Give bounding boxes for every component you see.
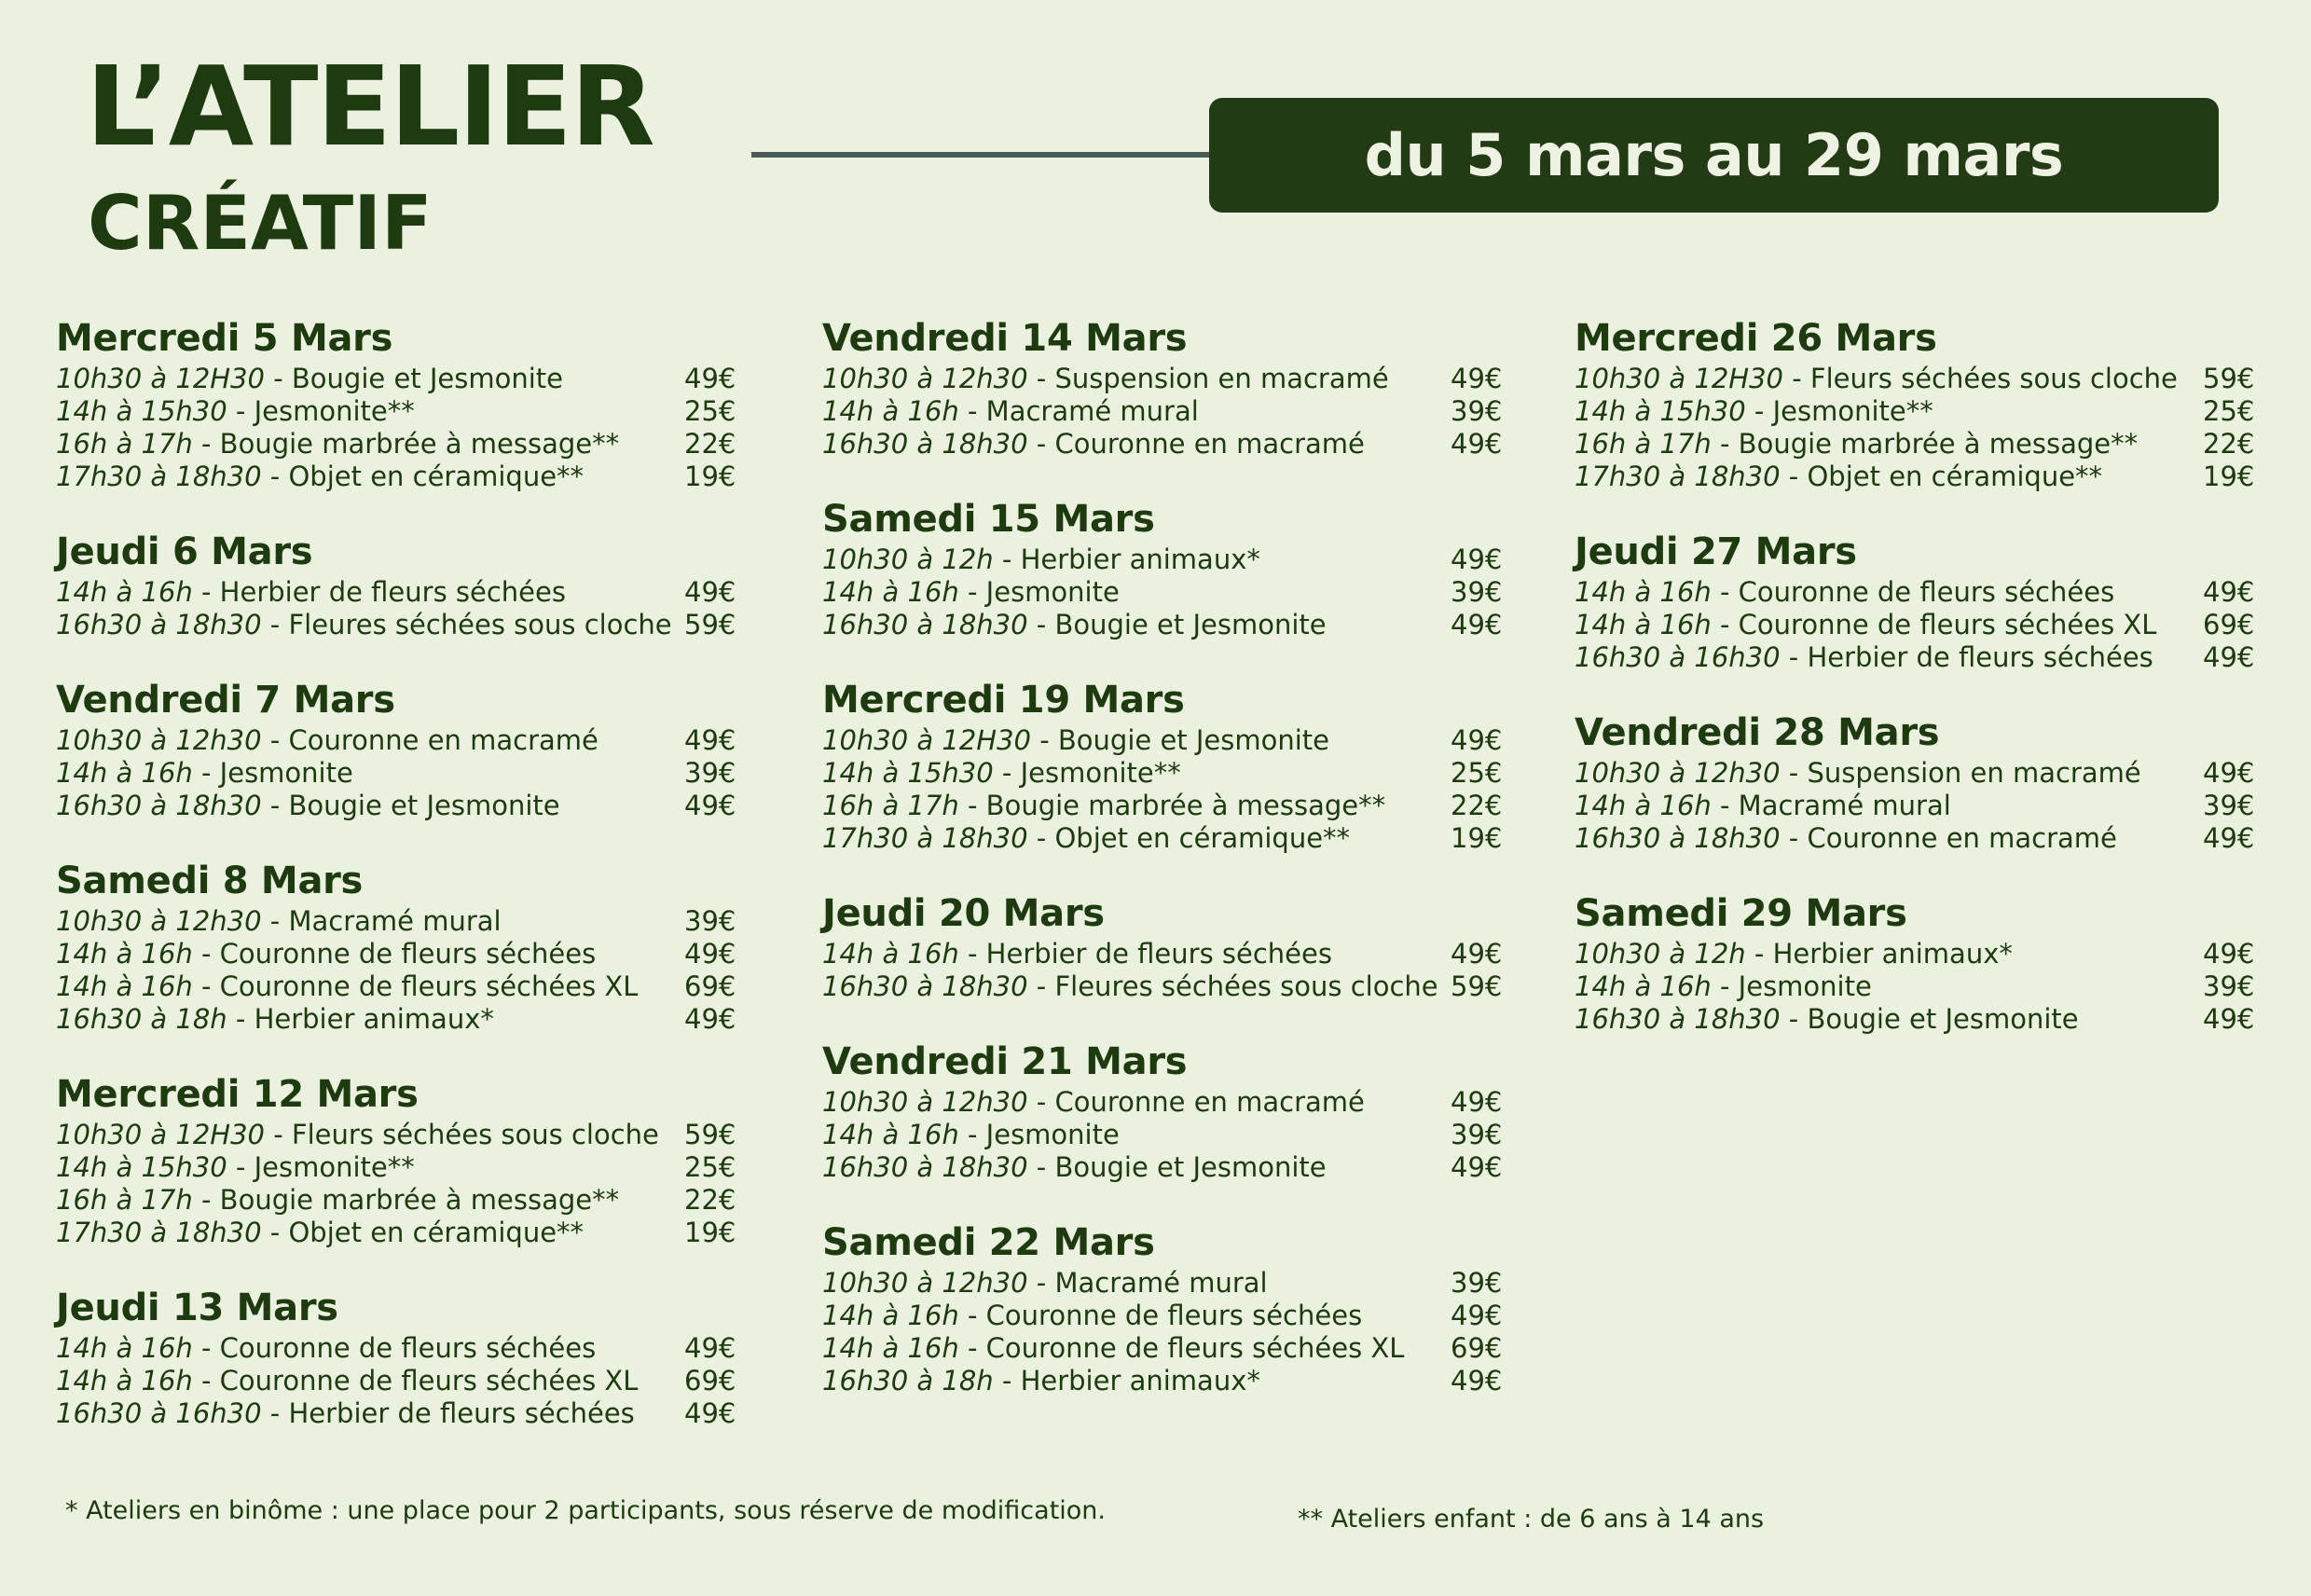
workshop-time: 10h30 à 12h30 [822, 363, 1028, 394]
day-title: Samedi 8 Mars [56, 860, 364, 902]
workshop-row [56, 1151, 746, 1184]
workshop-price: 39€ [684, 905, 736, 937]
workshop-activity: - Herbier animaux* [993, 1365, 1260, 1396]
workshop-time: 17h30 à 18h30 [56, 461, 262, 492]
workshop-row [1575, 641, 2264, 674]
workshop-activity: - Jesmonite** [227, 395, 415, 427]
workshop-time: 14h à 16h [56, 970, 193, 1002]
workshop-price: 19€ [684, 1217, 736, 1248]
workshop-time: 10h30 à 12h30 [56, 905, 262, 937]
workshop-price: 49€ [1451, 938, 1503, 970]
workshop-price: 69€ [684, 1365, 736, 1396]
day-block [56, 314, 746, 493]
workshop-price: 49€ [684, 938, 736, 970]
workshop-price: 19€ [2203, 461, 2255, 492]
workshop-time: 17h30 à 18h30 [1575, 461, 1781, 492]
title-divider-line [751, 152, 1216, 158]
workshop-activity: - Herbier de fleurs séchées [192, 576, 566, 608]
workshop-activity: - Herbier de fleurs séchées [261, 1397, 635, 1429]
workshop-row [56, 1332, 746, 1365]
workshop-price: 49€ [684, 1332, 736, 1364]
workshop-time: 14h à 15h30 [822, 757, 994, 789]
workshop-price: 39€ [1451, 1119, 1503, 1150]
workshop-row [56, 609, 746, 641]
workshop-activity: - Couronne en macramé [1780, 822, 2117, 854]
day-block [56, 857, 746, 1036]
workshop-row [822, 757, 1512, 790]
workshop-time: 16h30 à 18h30 [822, 428, 1028, 460]
workshop-price: 59€ [2203, 363, 2255, 394]
workshop-activity: - Jesmonite [958, 1119, 1120, 1150]
workshop-price: 69€ [2203, 609, 2255, 640]
workshop-time: 10h30 à 12h [822, 543, 994, 575]
workshop-row [56, 757, 746, 790]
workshop-activity: - Couronne de fleurs séchées [958, 1300, 1363, 1331]
workshop-price: 49€ [2203, 757, 2255, 789]
workshop-time: 16h à 17h [56, 1184, 193, 1216]
workshop-price: 49€ [2203, 1003, 2255, 1035]
workshop-activity: - Couronne de fleurs séchées XL [1711, 609, 2157, 640]
workshop-time: 16h30 à 18h [822, 1365, 994, 1396]
workshop-time: 14h à 16h [822, 576, 959, 608]
workshop-price: 25€ [684, 1151, 736, 1183]
day-block [56, 528, 746, 641]
day-title: Vendredi 28 Mars [1575, 711, 1940, 754]
workshop-price: 39€ [684, 757, 736, 789]
workshop-row [822, 1300, 1512, 1332]
workshop-price: 39€ [1451, 395, 1503, 427]
workshop-activity: - Couronne de fleurs séchées XL [192, 1365, 639, 1396]
day-title: Mercredi 19 Mars [822, 679, 1185, 722]
workshop-price: 49€ [684, 1397, 736, 1429]
workshop-time: 14h à 16h [1575, 970, 1712, 1002]
workshop-row [822, 1151, 1512, 1184]
workshop-activity: - Macramé mural [1027, 1267, 1268, 1299]
workshop-activity: - Bougie marbrée à message** [958, 790, 1386, 821]
workshop-row [822, 609, 1512, 641]
workshop-time: 14h à 16h [822, 1119, 959, 1150]
workshop-time: 17h30 à 18h30 [822, 822, 1028, 854]
workshop-row [1575, 576, 2264, 609]
workshop-activity: - Couronne de fleurs séchées [192, 938, 597, 970]
day-title: Samedi 29 Mars [1575, 892, 1907, 935]
day-block [1575, 528, 2264, 674]
day-title: Jeudi 13 Mars [56, 1286, 338, 1329]
workshop-activity: - Bougie et Jesmonite [1027, 609, 1327, 640]
workshop-time: 16h30 à 18h [56, 1003, 227, 1035]
workshop-activity: - Jesmonite** [993, 757, 1181, 789]
workshop-row [56, 1184, 746, 1217]
workshop-price: 49€ [684, 576, 736, 608]
workshop-price: 39€ [2203, 970, 2255, 1002]
workshop-activity: - Suspension en macramé [1780, 757, 2141, 789]
workshop-row [56, 970, 746, 1003]
date-range-banner [1209, 98, 2219, 213]
workshop-row [56, 1217, 746, 1249]
workshop-row [1575, 395, 2264, 428]
workshop-time: 10h30 à 12h30 [56, 724, 262, 756]
day-title: Jeudi 6 Mars [56, 530, 313, 573]
workshop-price: 39€ [1451, 576, 1503, 608]
workshop-time: 16h30 à 18h30 [56, 609, 262, 640]
workshop-row [1575, 970, 2264, 1003]
workshop-time: 10h30 à 12h30 [1575, 757, 1781, 789]
workshop-row [56, 1397, 746, 1430]
workshop-price: 22€ [1451, 790, 1503, 821]
workshop-row [822, 1365, 1512, 1397]
day-title: Jeudi 20 Mars [822, 892, 1105, 935]
workshop-time: 10h30 à 12h30 [822, 1267, 1028, 1299]
day-title: Vendredi 7 Mars [56, 679, 395, 722]
workshop-time: 16h30 à 18h30 [822, 1151, 1028, 1183]
workshop-price: 59€ [684, 1119, 736, 1150]
workshop-activity: - Macramé mural [261, 905, 502, 937]
workshop-price: 49€ [1451, 724, 1503, 756]
workshop-price: 49€ [1451, 428, 1503, 460]
workshop-activity: - Couronne de fleurs séchées XL [958, 1332, 1405, 1364]
workshop-activity: - Jesmonite [1711, 970, 1872, 1002]
workshop-price: 25€ [1451, 757, 1503, 789]
workshop-activity: - Jesmonite** [227, 1151, 415, 1183]
workshop-activity: - Herbier de fleurs séchées [958, 938, 1332, 970]
day-title: Mercredi 5 Mars [56, 317, 393, 360]
workshop-row [56, 395, 746, 428]
workshop-row [822, 790, 1512, 822]
day-title: Vendredi 21 Mars [822, 1040, 1188, 1083]
day-block [822, 1218, 1512, 1397]
workshop-activity: - Bougie marbrée à message** [1711, 428, 2139, 460]
workshop-row [56, 1003, 746, 1036]
workshop-time: 14h à 16h [1575, 576, 1712, 608]
workshop-row [822, 428, 1512, 461]
workshop-row [1575, 1003, 2264, 1036]
workshop-row [56, 938, 746, 970]
workshop-activity: - Couronne en macramé [1027, 1086, 1365, 1118]
workshop-time: 14h à 16h [56, 938, 193, 970]
workshop-time: 16h30 à 16h30 [1575, 641, 1781, 673]
workshop-activity: - Objet en céramique** [1780, 461, 2103, 492]
workshop-price: 49€ [1451, 1365, 1503, 1396]
workshop-price: 22€ [684, 1184, 736, 1216]
workshop-row [822, 576, 1512, 609]
workshop-time: 16h à 17h [822, 790, 959, 821]
day-block [56, 1284, 746, 1430]
workshop-price: 49€ [2203, 576, 2255, 608]
workshop-time: 14h à 15h30 [1575, 395, 1746, 427]
workshop-activity: - Herbier de fleurs séchées [1780, 641, 2153, 673]
day-block [822, 889, 1512, 1003]
day-block [1575, 709, 2264, 855]
workshop-price: 49€ [684, 790, 736, 821]
day-title: Mercredi 12 Mars [56, 1073, 419, 1116]
workshop-time: 16h à 17h [1575, 428, 1712, 460]
workshop-row [822, 363, 1512, 395]
workshop-price: 49€ [1451, 609, 1503, 640]
workshop-activity: - Bougie et Jesmonite [1027, 1151, 1327, 1183]
workshop-time: 10h30 à 12h [1575, 938, 1746, 970]
workshop-time: 14h à 16h [56, 1365, 193, 1396]
workshop-time: 14h à 16h [1575, 609, 1712, 640]
workshop-activity: - Bougie et Jesmonite [261, 790, 560, 821]
workshop-row [822, 822, 1512, 855]
footnote-enfant: ** Ateliers enfant : de 6 ans à 14 ans [1298, 1505, 1765, 1534]
workshop-time: 16h à 17h [56, 428, 193, 460]
workshop-row [1575, 822, 2264, 855]
workshop-time: 14h à 16h [822, 395, 959, 427]
workshop-activity: - Fleures séchées sous cloche [1027, 970, 1438, 1002]
workshop-row [1575, 790, 2264, 822]
workshop-price: 39€ [1451, 1267, 1503, 1299]
workshop-activity: - Bougie et Jesmonite [1031, 724, 1330, 756]
workshop-price: 25€ [684, 395, 736, 427]
workshop-activity: - Objet en céramique** [1027, 822, 1351, 854]
workshop-price: 59€ [1451, 970, 1503, 1002]
workshop-row [56, 461, 746, 493]
workshop-price: 49€ [684, 363, 736, 394]
workshop-time: 16h30 à 18h30 [1575, 1003, 1781, 1035]
workshop-price: 69€ [1451, 1332, 1503, 1364]
workshop-row [56, 363, 746, 395]
schedule-column-2 [822, 314, 1512, 1432]
workshop-time: 14h à 15h30 [56, 395, 227, 427]
workshop-activity: - Bougie marbrée à message** [192, 1184, 620, 1216]
page-subtitle: CRÉATIF [88, 180, 433, 267]
schedule-column-3 [1575, 314, 2264, 1070]
workshop-row [822, 1086, 1512, 1119]
workshop-activity: - Macramé mural [1711, 790, 1951, 821]
workshop-row [822, 1267, 1512, 1300]
workshop-activity: - Jesmonite [192, 757, 353, 789]
workshop-price: 49€ [1451, 1300, 1503, 1331]
day-block [822, 495, 1512, 641]
workshop-time: 14h à 16h [822, 938, 959, 970]
workshop-row [56, 576, 746, 609]
workshop-price: 22€ [2203, 428, 2255, 460]
workshop-time: 16h30 à 18h30 [822, 609, 1028, 640]
workshop-time: 10h30 à 12H30 [1575, 363, 1783, 394]
workshop-price: 49€ [2203, 822, 2255, 854]
workshop-price: 49€ [1451, 543, 1503, 575]
workshop-time: 10h30 à 12H30 [56, 1119, 265, 1150]
workshop-row [1575, 938, 2264, 970]
workshop-row [56, 1119, 746, 1151]
workshop-row [822, 543, 1512, 576]
workshop-activity: - Fleurs séchées sous cloche [1783, 363, 2178, 394]
workshop-row [822, 395, 1512, 428]
workshop-row [56, 428, 746, 461]
workshop-activity: - Objet en céramique** [261, 461, 585, 492]
workshop-time: 14h à 15h30 [56, 1151, 227, 1183]
day-block [1575, 314, 2264, 493]
day-block [56, 1070, 746, 1249]
workshop-row [1575, 609, 2264, 641]
workshop-time: 16h30 à 18h30 [1575, 822, 1781, 854]
workshop-activity: - Herbier animaux* [227, 1003, 494, 1035]
page-title: L’ATELIER [86, 42, 653, 171]
footnote-binome: * Ateliers en binôme : une place pour 2 participants, sous réserve de modification. [65, 1496, 1106, 1525]
workshop-time: 10h30 à 12H30 [56, 363, 265, 394]
workshop-price: 19€ [684, 461, 736, 492]
workshop-activity: - Couronne de fleurs séchées XL [192, 970, 639, 1002]
workshop-row [822, 1119, 1512, 1151]
day-block [56, 676, 746, 822]
workshop-activity: - Herbier animaux* [1745, 938, 2013, 970]
workshop-activity: - Bougie marbrée à message** [192, 428, 620, 460]
workshop-price: 49€ [1451, 1151, 1503, 1183]
date-range-text: du 5 mars au 29 mars [1364, 121, 2064, 189]
workshop-activity: - Fleures séchées sous cloche [261, 609, 672, 640]
workshop-time: 10h30 à 12h30 [822, 1086, 1028, 1118]
workshop-activity: - Bougie et Jesmonite [265, 363, 564, 394]
workshop-time: 14h à 16h [822, 1332, 959, 1364]
workshop-activity: - Macramé mural [958, 395, 1199, 427]
day-title: Mercredi 26 Mars [1575, 317, 1937, 360]
day-title: Samedi 15 Mars [822, 498, 1155, 541]
workshop-row [1575, 757, 2264, 790]
workshop-row [822, 724, 1512, 757]
workshop-time: 16h30 à 18h30 [56, 790, 262, 821]
workshop-price: 69€ [684, 970, 736, 1002]
workshop-activity: - Jesmonite** [1745, 395, 1933, 427]
workshop-activity: - Jesmonite [958, 576, 1120, 608]
workshop-activity: - Fleurs séchées sous cloche [265, 1119, 659, 1150]
day-title: Vendredi 14 Mars [822, 317, 1188, 360]
workshop-activity: - Couronne de fleurs séchées [1711, 576, 2115, 608]
workshop-price: 59€ [684, 609, 736, 640]
workshop-row [822, 970, 1512, 1003]
workshop-activity: - Bougie et Jesmonite [1780, 1003, 2079, 1035]
workshop-activity: - Couronne en macramé [261, 724, 598, 756]
day-title: Samedi 22 Mars [822, 1221, 1155, 1264]
workshop-activity: - Couronne de fleurs séchées [192, 1332, 597, 1364]
workshop-price: 49€ [1451, 1086, 1503, 1118]
workshop-time: 14h à 16h [56, 757, 193, 789]
workshop-price: 49€ [2203, 938, 2255, 970]
workshop-time: 17h30 à 18h30 [56, 1217, 262, 1248]
workshop-time: 14h à 16h [1575, 790, 1712, 821]
workshop-row [56, 905, 746, 938]
day-title: Jeudi 27 Mars [1575, 530, 1857, 573]
workshop-row [1575, 461, 2264, 493]
workshop-price: 49€ [1451, 363, 1503, 394]
workshop-row [56, 790, 746, 822]
day-block [822, 1038, 1512, 1184]
workshop-price: 22€ [684, 428, 736, 460]
workshop-time: 10h30 à 12H30 [822, 724, 1031, 756]
workshop-time: 14h à 16h [822, 1300, 959, 1331]
workshop-price: 49€ [684, 1003, 736, 1035]
workshop-activity: - Herbier animaux* [993, 543, 1260, 575]
workshop-activity: - Suspension en macramé [1027, 363, 1389, 394]
workshop-activity: - Couronne en macramé [1027, 428, 1365, 460]
workshop-row [56, 1365, 746, 1397]
workshop-time: 14h à 16h [56, 1332, 193, 1364]
workshop-time: 16h30 à 18h30 [822, 970, 1028, 1002]
schedule-column-1 [56, 314, 746, 1465]
day-block [822, 314, 1512, 461]
workshop-row [822, 938, 1512, 970]
workshop-time: 14h à 16h [56, 576, 193, 608]
workshop-row [56, 724, 746, 757]
workshop-price: 49€ [684, 724, 736, 756]
workshop-price: 39€ [2203, 790, 2255, 821]
workshop-row [1575, 428, 2264, 461]
day-block [1575, 889, 2264, 1036]
workshop-price: 49€ [2203, 641, 2255, 673]
workshop-time: 16h30 à 16h30 [56, 1397, 262, 1429]
workshop-activity: - Objet en céramique** [261, 1217, 585, 1248]
day-block [822, 676, 1512, 855]
workshop-row [822, 1332, 1512, 1365]
workshop-price: 25€ [2203, 395, 2255, 427]
workshop-row [1575, 363, 2264, 395]
workshop-price: 19€ [1451, 822, 1503, 854]
